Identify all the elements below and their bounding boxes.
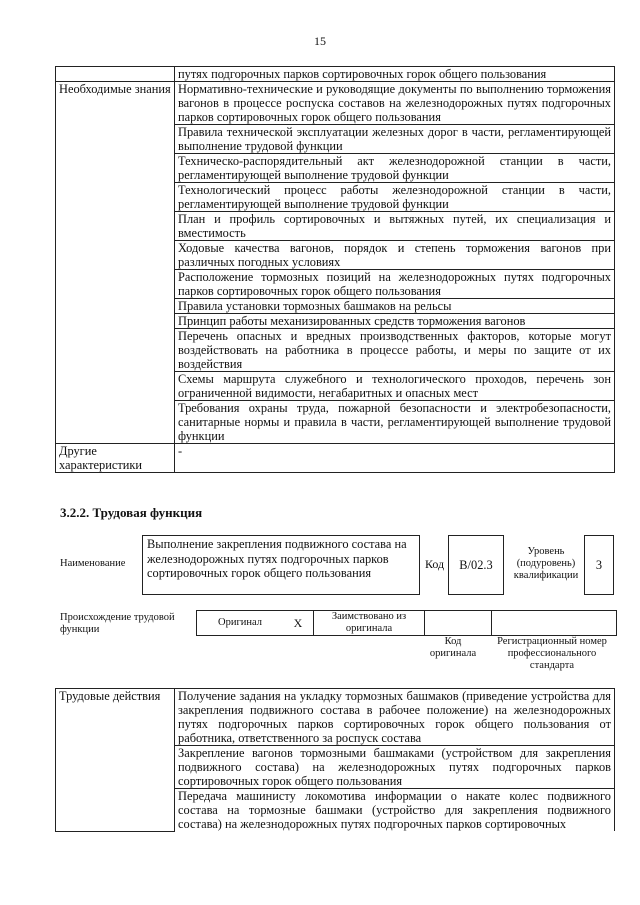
action-item: Получение задания на укладку тормозных башмаков (приведение устройства для закрепления подвижного состава в рабочее положение) на железнодорожных путях подгорочных парков сортировочных горок общего пользования от работника, ответственного за роспуск состава bbox=[175, 689, 615, 746]
name-label: Наименование bbox=[60, 558, 126, 569]
code-value: В/02.3 bbox=[459, 557, 493, 572]
knowledge-item: Нормативно-технические и руководящие документы по выполнению торможения вагонов в процессе роспуска составов на железнодорожных путях подгорочных парков сортировочных горок общего пользования bbox=[175, 82, 615, 125]
original-label: Оригинал bbox=[197, 611, 284, 636]
other-characteristics-label: Другие характеристики bbox=[56, 444, 175, 473]
action-item: Закрепление вагонов тормозными башмаками (устройством для закрепления подвижного состава) на железнодорожных путях подгорочных парков сортировочных горок общего пользования bbox=[175, 746, 615, 789]
origin-label: Происхождение трудовой функции bbox=[60, 612, 175, 635]
borrowed-label: Заимствовано из оригинала bbox=[314, 611, 425, 636]
knowledge-item: План и профиль сортировочных и вытяжных путей, их специализация и вместимость bbox=[175, 212, 615, 241]
continuation-text: путях подгорочных парков сортировочных горок общего пользования bbox=[175, 67, 615, 82]
reg-number-cell bbox=[492, 611, 617, 636]
code-original-caption: Код оригинала bbox=[429, 636, 477, 659]
knowledge-item: Ходовые качества вагонов, порядок и степень торможения вагонов при различных погодных условиях bbox=[175, 241, 615, 270]
original-mark: X bbox=[283, 611, 314, 636]
actions-label: Трудовые действия bbox=[56, 689, 175, 832]
code-label: Код bbox=[425, 557, 445, 571]
knowledge-item: Техническо-распорядительный акт железнодорожной станции в части, регламентирующей выполнение трудовой функции bbox=[175, 154, 615, 183]
knowledge-item: Схемы маршрута служебного и технологического проходов, перечень зон ограниченной видимости, негабаритных и опасных мест bbox=[175, 372, 615, 401]
code-value-box bbox=[448, 535, 504, 595]
knowledge-item: Расположение тормозных позиций на железнодорожных путях подгорочных парков сортировочных горок общего пользования bbox=[175, 270, 615, 299]
actions-table bbox=[55, 688, 615, 832]
level-label: Уровень (подуровень) квалификации bbox=[513, 546, 579, 581]
reg-number-caption: Регистрационный номер профессионального стандарта bbox=[497, 636, 607, 671]
code-original-cell bbox=[425, 611, 492, 636]
origin-table bbox=[196, 610, 617, 636]
section-heading: 3.2.2. Трудовая функция bbox=[60, 505, 203, 520]
knowledge-item: Технологический процесс работы железнодорожной станции в части, регламентирующей выполнение трудовой функции bbox=[175, 183, 615, 212]
knowledge-item: Перечень опасных и вредных производственных факторов, которые могут воздействовать на работника в процессе работы, и меры по защите от их воздействия bbox=[175, 329, 615, 372]
level-value: 3 bbox=[595, 557, 603, 572]
other-characteristics-value: - bbox=[175, 444, 615, 473]
knowledge-table bbox=[55, 66, 615, 473]
page-number: 15 bbox=[314, 34, 326, 48]
level-value-box bbox=[584, 535, 614, 595]
knowledge-item: Принцип работы механизированных средств торможения вагонов bbox=[175, 314, 615, 329]
knowledge-item: Требования охраны труда, пожарной безопасности и электробезопасности, санитарные нормы и правила в части, регламентирующей выполнение трудовой функции bbox=[175, 401, 615, 444]
function-name-value: Выполнение закрепления подвижного состава на железнодорожных путях подгорочных парков сортировочных горок общего пользования bbox=[147, 537, 407, 580]
action-item: Передача машинисту локомотива информации о накате колес подвижного состава на тормозные башмаки (устройство для закрепления подвижного состава) на железнодорожных путях подгорочных парков сортировочных bbox=[175, 789, 615, 832]
function-name-box bbox=[142, 535, 420, 595]
knowledge-label: Необходимые знания bbox=[56, 82, 175, 444]
knowledge-item: Правила технической эксплуатации железных дорог в части, регламентирующей выполнение трудовой функции bbox=[175, 125, 615, 154]
knowledge-item: Правила установки тормозных башмаков на рельсы bbox=[175, 299, 615, 314]
